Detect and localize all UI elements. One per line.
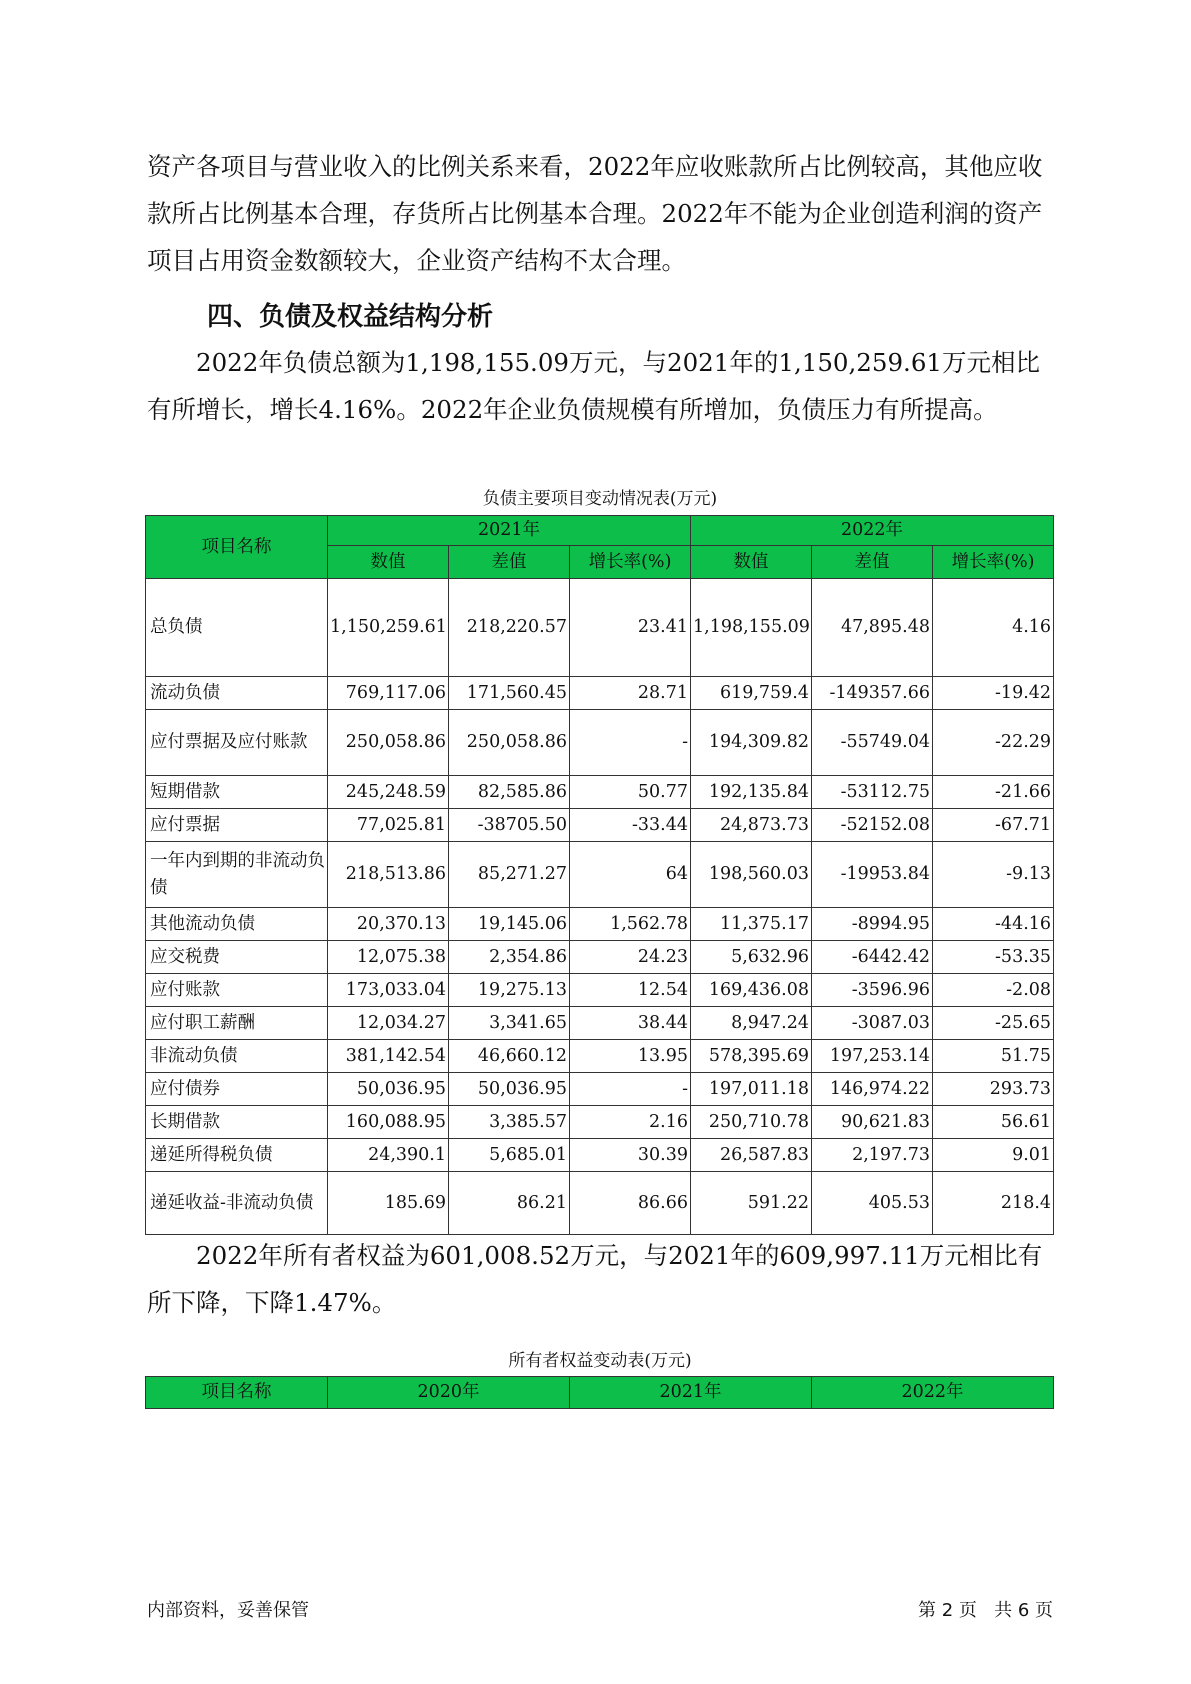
cell-value-2021: 185.69 — [328, 1172, 449, 1235]
cell-value-2021: 245,248.59 — [328, 776, 449, 809]
cell-rate-2022: 9.01 — [933, 1139, 1054, 1172]
row-name: 非流动负债 — [146, 1040, 328, 1073]
cell-value-2022: 1,198,155.09 — [691, 579, 812, 677]
cell-value-2021: 77,025.81 — [328, 809, 449, 842]
cell-value-2021: 769,117.06 — [328, 677, 449, 710]
cell-diff-2022: -149357.66 — [812, 677, 933, 710]
table-row — [146, 941, 1054, 974]
footer-confidential: 内部资料，妥善保管 — [147, 1600, 309, 1621]
cell-rate-2022: 4.16 — [933, 579, 1054, 677]
table-row — [146, 1073, 1054, 1106]
cell-rate-2021: 28.71 — [570, 677, 691, 710]
cell-value-2022: 198,560.03 — [691, 842, 812, 908]
cell-diff-2022: -6442.42 — [812, 941, 933, 974]
table1-caption: 负债主要项目变动情况表(万元) — [482, 489, 718, 509]
table-row — [146, 677, 1054, 710]
cell-value-2022: 169,436.08 — [691, 974, 812, 1007]
cell-diff-2022: -19953.84 — [812, 842, 933, 908]
cell-rate-2022: -25.65 — [933, 1007, 1054, 1040]
cell-rate-2022: -22.29 — [933, 710, 1054, 776]
paragraph-equity-summary: 2022年所有者权益为601,008.52万元，与2021年的609,997.11万元相比有所下降，下降1.47%。 — [147, 1241, 1043, 1317]
cell-diff-2021: 250,058.86 — [449, 710, 570, 776]
table-row — [146, 710, 1054, 776]
table-row — [146, 1007, 1054, 1040]
header-year-2021: 2021年 — [328, 516, 691, 546]
section-heading: 四、负债及权益结构分析 — [207, 302, 494, 332]
cell-rate-2021: - — [570, 710, 691, 776]
cell-diff-2021: 2,354.86 — [449, 941, 570, 974]
cell-value-2022: 24,873.73 — [691, 809, 812, 842]
cell-diff-2022: -55749.04 — [812, 710, 933, 776]
cell-rate-2022: -19.42 — [933, 677, 1054, 710]
cell-rate-2021: 24.23 — [570, 941, 691, 974]
cell-rate-2022: 293.73 — [933, 1073, 1054, 1106]
cell-diff-2021: 3,385.57 — [449, 1106, 570, 1139]
cell-value-2021: 24,390.1 — [328, 1139, 449, 1172]
cell-diff-2021: 19,275.13 — [449, 974, 570, 1007]
paragraph-liability-summary: 2022年负债总额为1,198,155.09万元，与2021年的1,150,259.61万元相比有所增长，增长4.16%。2022年企业负债规模有所增加，负债压力有所提高。 — [147, 348, 1041, 424]
row-name: 总负债 — [146, 579, 328, 677]
row-name: 长期借款 — [146, 1106, 328, 1139]
cell-diff-2022: 47,895.48 — [812, 579, 933, 677]
cell-rate-2022: -53.35 — [933, 941, 1054, 974]
paragraph-asset-structure: 资产各项目与营业收入的比例关系来看，2022年应收账款所占比例较高，其他应收款所占比例基本合理，存货所占比例基本合理。2022年不能为企业创造利润的资产项目占用资金数额较大，企业资产结构不太合理。 — [147, 152, 1043, 275]
row-name: 应付债券 — [146, 1073, 328, 1106]
row-name: 应付职工薪酬 — [146, 1007, 328, 1040]
header-value-2021: 数值 — [328, 546, 449, 579]
cell-rate-2021: 50.77 — [570, 776, 691, 809]
cell-rate-2021: 12.54 — [570, 974, 691, 1007]
footer-page-number: 第 2 页 共 6 页 — [918, 1600, 1053, 1621]
cell-rate-2021: 38.44 — [570, 1007, 691, 1040]
table-row — [146, 908, 1054, 941]
header-item-name: 项目名称 — [146, 516, 328, 579]
cell-rate-2022: -21.66 — [933, 776, 1054, 809]
cell-rate-2021: 86.66 — [570, 1172, 691, 1235]
row-name: 应付票据及应付账款 — [146, 710, 328, 776]
cell-value-2021: 381,142.54 — [328, 1040, 449, 1073]
row-name: 递延收益-非流动负债 — [146, 1172, 328, 1235]
cell-value-2022: 5,632.96 — [691, 941, 812, 974]
header-item-name: 项目名称 — [146, 1377, 328, 1409]
cell-diff-2021: 5,685.01 — [449, 1139, 570, 1172]
row-name: 应交税费 — [146, 941, 328, 974]
cell-rate-2021: -33.44 — [570, 809, 691, 842]
cell-diff-2021: 171,560.45 — [449, 677, 570, 710]
cell-rate-2021: 64 — [570, 842, 691, 908]
cell-rate-2021: - — [570, 1073, 691, 1106]
cell-value-2021: 1,150,259.61 — [328, 579, 449, 677]
table-row — [146, 809, 1054, 842]
cell-rate-2021: 1,562.78 — [570, 908, 691, 941]
cell-rate-2022: -67.71 — [933, 809, 1054, 842]
cell-value-2021: 218,513.86 — [328, 842, 449, 908]
cell-rate-2021: 2.16 — [570, 1106, 691, 1139]
header-rate-2022: 增长率(%) — [933, 546, 1054, 579]
cell-diff-2022: -52152.08 — [812, 809, 933, 842]
cell-diff-2021: 218,220.57 — [449, 579, 570, 677]
table-row — [146, 842, 1054, 908]
cell-diff-2021: 3,341.65 — [449, 1007, 570, 1040]
cell-value-2022: 26,587.83 — [691, 1139, 812, 1172]
cell-diff-2021: 86.21 — [449, 1172, 570, 1235]
cell-diff-2021: 82,585.86 — [449, 776, 570, 809]
cell-rate-2022: -9.13 — [933, 842, 1054, 908]
cell-diff-2022: -3596.96 — [812, 974, 933, 1007]
cell-diff-2021: -38705.50 — [449, 809, 570, 842]
cell-value-2021: 12,034.27 — [328, 1007, 449, 1040]
table-row — [146, 1106, 1054, 1139]
cell-diff-2021: 19,145.06 — [449, 908, 570, 941]
header-year-2022: 2022年 — [812, 1377, 1054, 1409]
table2-caption: 所有者权益变动表(万元) — [508, 1351, 692, 1371]
cell-diff-2022: 90,621.83 — [812, 1106, 933, 1139]
cell-diff-2022: -3087.03 — [812, 1007, 933, 1040]
cell-value-2021: 173,033.04 — [328, 974, 449, 1007]
cell-diff-2022: 197,253.14 — [812, 1040, 933, 1073]
cell-diff-2022: 146,974.22 — [812, 1073, 933, 1106]
cell-diff-2021: 46,660.12 — [449, 1040, 570, 1073]
cell-diff-2022: 405.53 — [812, 1172, 933, 1235]
header-diff-2022: 差值 — [812, 546, 933, 579]
cell-value-2021: 20,370.13 — [328, 908, 449, 941]
row-name: 一年内到期的非流动负债 — [146, 842, 328, 908]
row-name: 递延所得税负债 — [146, 1139, 328, 1172]
cell-diff-2022: 2,197.73 — [812, 1139, 933, 1172]
header-year-2020: 2020年 — [328, 1377, 570, 1409]
cell-rate-2022: 51.75 — [933, 1040, 1054, 1073]
table-row — [146, 776, 1054, 809]
cell-value-2022: 619,759.4 — [691, 677, 812, 710]
cell-value-2021: 160,088.95 — [328, 1106, 449, 1139]
cell-value-2022: 578,395.69 — [691, 1040, 812, 1073]
cell-rate-2021: 23.41 — [570, 579, 691, 677]
liability-table — [145, 515, 1054, 1235]
header-year-2021: 2021年 — [570, 1377, 812, 1409]
cell-value-2021: 50,036.95 — [328, 1073, 449, 1106]
row-name: 流动负债 — [146, 677, 328, 710]
cell-value-2022: 591.22 — [691, 1172, 812, 1235]
header-value-2022: 数值 — [691, 546, 812, 579]
cell-value-2022: 194,309.82 — [691, 710, 812, 776]
cell-rate-2022: 218.4 — [933, 1172, 1054, 1235]
cell-rate-2022: 56.61 — [933, 1106, 1054, 1139]
cell-rate-2021: 30.39 — [570, 1139, 691, 1172]
row-name: 短期借款 — [146, 776, 328, 809]
cell-diff-2022: -8994.95 — [812, 908, 933, 941]
table-row — [146, 1040, 1054, 1073]
equity-table — [145, 1376, 1054, 1409]
table-row — [146, 579, 1054, 677]
cell-rate-2021: 13.95 — [570, 1040, 691, 1073]
row-name: 应付票据 — [146, 809, 328, 842]
cell-value-2022: 250,710.78 — [691, 1106, 812, 1139]
cell-diff-2021: 85,271.27 — [449, 842, 570, 908]
cell-diff-2021: 50,036.95 — [449, 1073, 570, 1106]
cell-value-2021: 12,075.38 — [328, 941, 449, 974]
cell-value-2022: 11,375.17 — [691, 908, 812, 941]
header-diff-2021: 差值 — [449, 546, 570, 579]
cell-rate-2022: -2.08 — [933, 974, 1054, 1007]
table-row — [146, 1172, 1054, 1235]
row-name: 应付账款 — [146, 974, 328, 1007]
table-row — [146, 974, 1054, 1007]
header-rate-2021: 增长率(%) — [570, 546, 691, 579]
cell-value-2022: 197,011.18 — [691, 1073, 812, 1106]
cell-rate-2022: -44.16 — [933, 908, 1054, 941]
table-row — [146, 1139, 1054, 1172]
cell-value-2022: 8,947.24 — [691, 1007, 812, 1040]
cell-diff-2022: -53112.75 — [812, 776, 933, 809]
row-name: 其他流动负债 — [146, 908, 328, 941]
cell-value-2022: 192,135.84 — [691, 776, 812, 809]
cell-value-2021: 250,058.86 — [328, 710, 449, 776]
header-year-2022: 2022年 — [691, 516, 1054, 546]
